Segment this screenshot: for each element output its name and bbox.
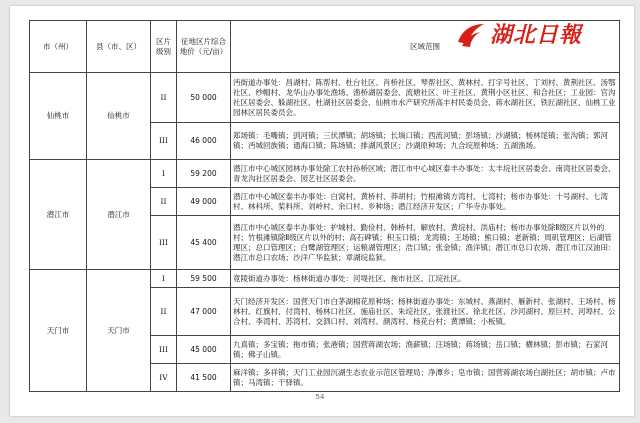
range-cell: 沔街道办事处：昌湖村、陈帮村、杜台社区、肖桥社区、琴帮社区、黄林村、打字号社区、丁刘村、黄荆社区、汤鄂社区、纱帽村、龙华山办事处渔场、渔桥湖居委会、流塘社区、叶王社区、黄荆小区社区、和合社区；工业园：官沟社区居委会、躲湖社区、杜湖社区居委会、仙桃市水产研究所高丰村民委员会、蒋水湖社区、铁匠湖社区、仙桃工业园林区居民委员会。 — [231, 73, 620, 123]
price-cell: 45 000 — [177, 336, 231, 364]
price-cell: 41 500 — [177, 364, 231, 392]
range-cell: 天门经济开发区：国营天门市白茅湖棉花原种场；杨林街道办事处：东城村、燕湖村、雁新村、张湖村、王场村、杨林村、红旗村、付湾村、杨林口社区、施庙社区、朱垸社区、张渡社区、徐北社区、沙河湖村、原巨村、河埠村、公合村、李湾村、苏湾村、交泗口村、刘湾村、颜湾村、杨花台村；黄潭镇；小板镇。 — [231, 288, 620, 336]
county-cell: 仙桃市 — [87, 73, 151, 160]
page-number: 54 — [315, 393, 325, 401]
table-row — [30, 160, 620, 188]
header-city: 市（州） — [30, 21, 87, 73]
city-cell: 天门市 — [30, 270, 87, 392]
level-cell: III — [151, 216, 177, 270]
land-price-table — [29, 20, 620, 392]
table-header-row — [30, 21, 620, 73]
price-cell: 59 500 — [177, 270, 231, 288]
logo-text: 湖北日報 — [490, 22, 583, 48]
level-cell: II — [151, 188, 177, 216]
header-range: 区域范围 — [231, 21, 620, 73]
range-cell: 潜江市中心城区泰丰办事处：护城村、勤俭村、韩桥村、解放村、黄垸村、洪庙村；杨市办事处除Ⅱ级区片以外的村；竹根滩镇除Ⅱ级区片以外的村；高石碑镇；积玉口镇；龙湾镇；王场镇；熊口镇；老新镇；周矶管理区；后湖管理区；总口管理区；白鹭湖管理区；运粮湖管理区；浩口镇；张金镇；渔洋镇；潜江市总口农场、潜江市江汉油田：潜江市总口农场；沙洋广华监狱；章湖垸监狱。 — [231, 216, 620, 270]
county-cell: 潜江市 — [87, 160, 151, 270]
range-cell: 郑场镇：毛嘴镇；剅河镇；三伏潭镇；胡场镇；长埫口镇；西流河镇；彭场镇；沙湖镇；杨林尾镇；张沟镇；郭河镇；沔城回族镇；通海口镇；陈场镇；排湖风景区；沙湖原种场；九合垸原种场；五湖渔场。 — [231, 123, 620, 160]
header-county: 县（市、区） — [87, 21, 151, 73]
level-cell: II — [151, 73, 177, 123]
price-cell: 50 000 — [177, 73, 231, 123]
price-cell: 59 200 — [177, 160, 231, 188]
level-cell: III — [151, 336, 177, 364]
price-cell: 46 000 — [177, 123, 231, 160]
range-cell: 潜江市中心城区泰丰办事处：白窝村、黄桥村、莽胡村；竹根滩镇方湾村、七湾村；杨市办事处：十号湖村、七湾村、林科所、桨料所、刘岭村、余口村、乡种场；潜江经济开发区；广华寺办事处。 — [231, 188, 620, 216]
city-cell: 潜江市 — [30, 160, 87, 270]
price-cell: 45 400 — [177, 216, 231, 270]
city-cell: 仙桃市 — [30, 73, 87, 160]
price-cell: 47 000 — [177, 288, 231, 336]
level-cell: III — [151, 123, 177, 160]
range-cell: 麻洋镇；多祥镇；天门工业园沉湖生态农业示范区管理局；净潭乡；皂市镇；国营蒋湖农场白湖社区；胡市镇；卢市镇；马湾镇；干驿镇。 — [231, 364, 620, 392]
level-cell: I — [151, 160, 177, 188]
range-cell: 竟陵街道办事处：杨林街道办事处：河堤社区、拖市社区、江垸社区。 — [231, 270, 620, 288]
table-row — [30, 270, 620, 288]
header-level: 区片级别 — [151, 21, 177, 73]
range-cell: 潜江市中心城区园林办事处除工农村孙桥区域；潜江市中心城区泰丰办事处：太丰垸社区居委会、南湾社区居委会、青龙沟社区居委会、园艺社区居委会。 — [231, 160, 620, 188]
range-cell: 九真镇；多宝镇；拖市镇；张港镇；国营蒋湖农场；渔薪镇；汪场镇；蒋场镇；岳口镇；横林镇；彭市镇；石家河镇；佛子山镇。 — [231, 336, 620, 364]
table-row — [30, 73, 620, 123]
header-price: 征地区片综合地价（元/亩） — [177, 21, 231, 73]
level-cell: II — [151, 288, 177, 336]
level-cell: IV — [151, 364, 177, 392]
level-cell: I — [151, 270, 177, 288]
county-cell: 天门市 — [87, 270, 151, 392]
price-cell: 49 000 — [177, 188, 231, 216]
